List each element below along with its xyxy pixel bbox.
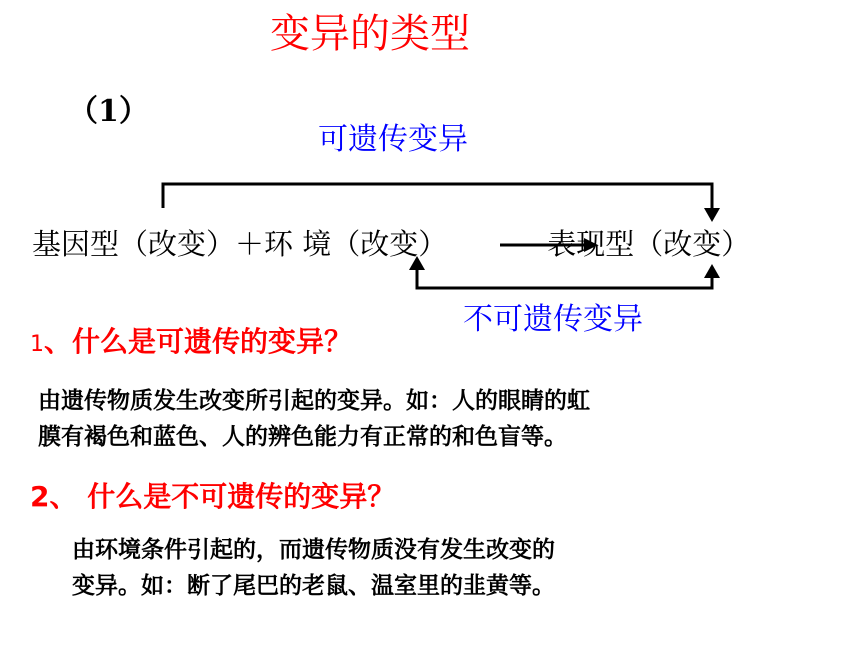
answer-1-line: 由遗传物质发生改变所引起的变异。如：人的眼睛的虹 [38, 388, 590, 414]
slide-title: 变异的类型 [270, 11, 470, 57]
heritable-bracket-line [163, 184, 712, 216]
plus-sign: ＋ [235, 227, 265, 261]
non-heritable-bracket-line [417, 262, 712, 288]
section-number: （1） [68, 94, 149, 129]
answer-1-line: 膜有褐色和蓝色、人的辨色能力有正常的和色盲等。 [38, 424, 567, 450]
answer-2 [72, 532, 555, 604]
question-1 [30, 322, 352, 365]
genotype-text: 基因型（改变） [32, 227, 236, 261]
heritable-arrowhead [704, 208, 720, 222]
phenotype-text: 表现型（改变） [547, 227, 751, 261]
answer-1 [38, 383, 590, 455]
question-1-text: 、什么是可遗传的变异？ [44, 325, 353, 358]
answer-2-line: 由环境条件引起的，而遗传物质没有发生改变的 [72, 537, 555, 563]
question-1-number: 1 [30, 332, 44, 357]
non-heritable-arrowhead [704, 264, 720, 278]
heritable-variation-label: 可遗传变异 [318, 122, 468, 157]
environment-text: 环 境（改变） [264, 227, 448, 261]
non-heritable-variation-label: 不可遗传变异 [463, 302, 643, 337]
question-2: 2、 什么是不可遗传的变异？ [30, 480, 396, 513]
variation-flow-row [32, 223, 750, 265]
answer-2-line: 变异。如：断了尾巴的老鼠、温室里的韭黄等。 [72, 573, 555, 599]
